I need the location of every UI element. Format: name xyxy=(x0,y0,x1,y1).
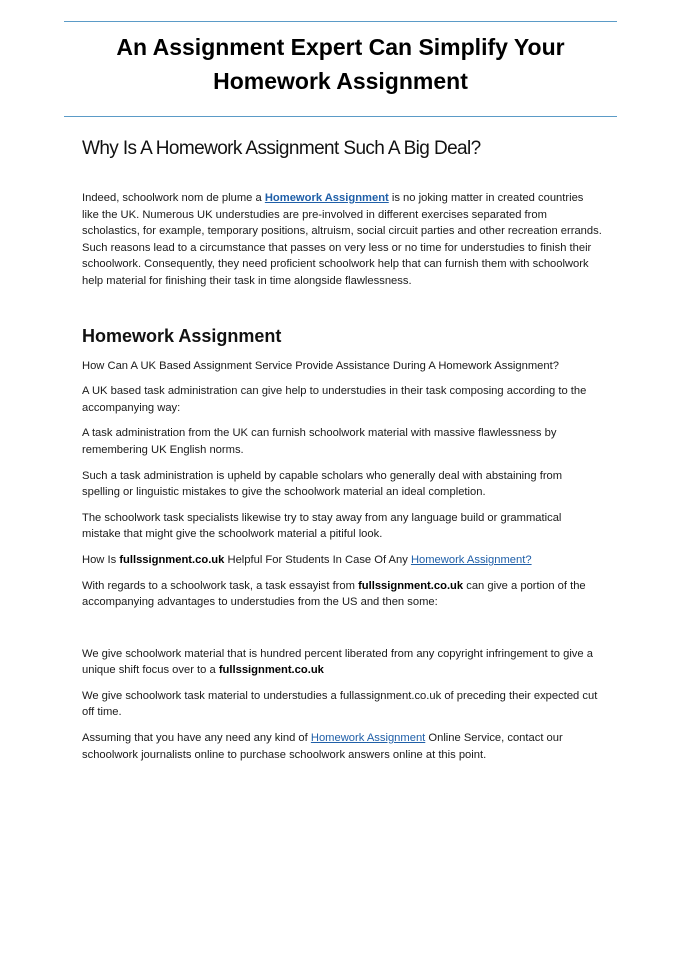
site-name: fullssignment.co.uk xyxy=(119,553,225,566)
site-name: fullssignment.co.uk xyxy=(218,664,324,677)
text: can give a portion of the accompanying advantages to understudies from the US and then some: xyxy=(82,579,586,609)
intro-text-start: Indeed, schoolwork nom de plume a xyxy=(82,192,265,204)
text: Online Service, contact our schoolwork journalists online to purchase schoolwork answers online at this point. xyxy=(82,732,563,761)
intro-text-end: is no joking matter in created countries like the UK. Numerous UK understudies are pre-involved in different exercises separated from scholastics, for example, temporary positions, altruism, social circuit parties and other recreation errands. Such reasons lead to a circumstance that passes on very less or no time for understudies to finish their schoolwork. Consequently, they need proficient schoolwork help that can furnish them with schoolwork help material for finishing their task in time alongside flawlessness. xyxy=(82,192,602,287)
paragraph-copyright xyxy=(82,646,602,679)
text: How Is xyxy=(82,553,120,566)
page-title: An Assignment Expert Can Simplify Your Homework Assignment xyxy=(116,34,565,94)
homework-assignment-service-link[interactable]: Homework Assignment xyxy=(310,732,426,745)
paragraph-specialists: The schoolwork task specialists likewise try to stay away from any language build or grammatical mistake that might give the schoolwork material a pitiful look. xyxy=(82,511,562,541)
text: Assuming that you have any need any kind of xyxy=(82,732,311,745)
paragraph-contact xyxy=(82,730,602,763)
paragraph-way: A UK based task administration can give help to understudies in their task composing according to the accompanying way: xyxy=(82,385,587,414)
site-name: fullssignment.co.uk xyxy=(358,579,464,592)
spacer xyxy=(82,620,602,646)
text: Helpful For Students In Case Of Any xyxy=(224,553,411,566)
paragraph-question: How Can A UK Based Assignment Service Provide Assistance During A Homework Assignment? xyxy=(82,359,559,372)
section-heading-homework: Homework Assignment xyxy=(82,325,282,346)
text: With regards to a schoolwork task, a task essayist from xyxy=(82,579,359,592)
paragraph-scholars: Such a task administration is upheld by capable scholars who generally deal with abstaining from spelling or linguistic mistakes to give the schoolwork material an ideal completion. xyxy=(82,469,563,499)
paragraph-deadline: We give schoolwork task material to understudies a fullassignment.co.uk of preceding their expected cut off time. xyxy=(82,689,598,719)
section-heading-why: Why Is A Homework Assignment Such A Big Deal? xyxy=(82,138,481,159)
homework-assignment-link[interactable]: Homework Assignment xyxy=(264,192,389,204)
homework-assignment-question-link[interactable]: Homework Assignment? xyxy=(410,553,532,566)
intro-paragraph xyxy=(82,190,602,290)
paragraph-uk-norms: A task administration from the UK can furnish schoolwork material with massive flawlessness by remembering UK English norms. xyxy=(82,427,557,456)
document-body xyxy=(82,136,602,772)
top-divider xyxy=(64,21,617,22)
paragraph-advantages xyxy=(82,578,602,611)
text: We give schoolwork material that is hundred percent liberated from any copyright infringement to give a unique shift focus over to a xyxy=(82,647,593,677)
title-divider xyxy=(64,116,617,117)
paragraph-how-helpful xyxy=(82,552,602,569)
